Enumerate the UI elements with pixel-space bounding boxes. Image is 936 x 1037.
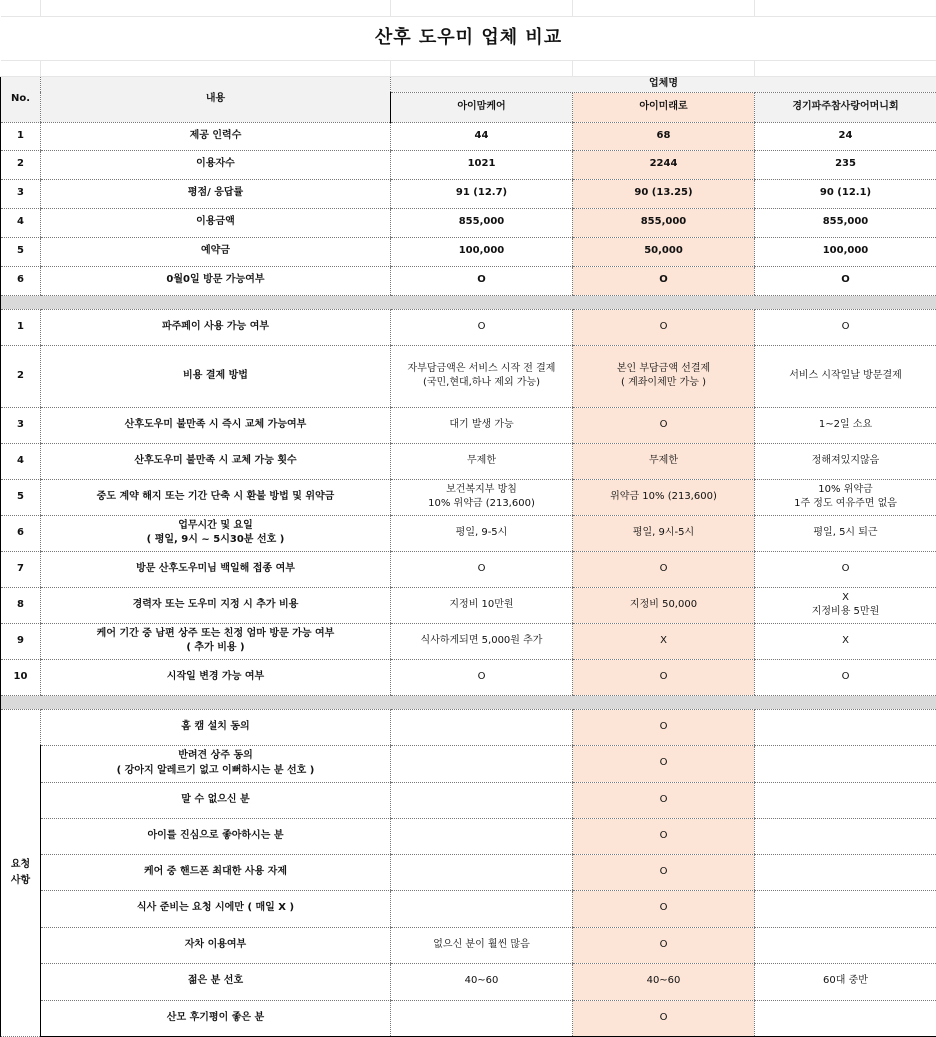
vendor-1-value bbox=[391, 407, 573, 443]
vendor-1-value bbox=[391, 551, 573, 587]
row-no: 5 bbox=[1, 237, 41, 266]
table-row bbox=[1, 515, 936, 551]
vendor-1-value bbox=[391, 1000, 573, 1036]
row-label-line: 산후도우미 불만족 시 즉시 교체 가능여부 bbox=[124, 418, 307, 430]
table-row bbox=[1, 890, 936, 927]
table-row bbox=[1, 623, 936, 659]
row-label: 제공 인력수 bbox=[41, 122, 391, 150]
vendor-2-value bbox=[573, 407, 755, 443]
row-label-line: ( 추가 비용 ) bbox=[186, 642, 245, 653]
vendor-2-value bbox=[573, 551, 755, 587]
vendor-1-value bbox=[391, 623, 573, 659]
vendor-3-value-line: 평일, 5시 퇴근 bbox=[813, 526, 878, 538]
vendor-2-value bbox=[573, 623, 755, 659]
vendor-3-value bbox=[755, 551, 936, 587]
row-label bbox=[41, 745, 391, 782]
row-label bbox=[41, 551, 391, 587]
vendor-3-value: 60대 중반 bbox=[755, 963, 936, 1000]
vendor-2-value-line: 무제한 bbox=[649, 454, 678, 466]
vendor-2-value: 68 bbox=[573, 122, 755, 150]
row-label-line: 아이를 진심으로 좋아하시는 분 bbox=[147, 829, 284, 841]
row-label bbox=[41, 782, 391, 818]
request-section-title-line: 요청 bbox=[10, 858, 31, 870]
row-label: 0월0일 방문 가능여부 bbox=[41, 266, 391, 295]
vendor-2-value-line: 본인 부담금액 선결제 bbox=[616, 362, 711, 374]
row-label-line: 말 수 없으신 분 bbox=[181, 793, 250, 805]
header-vendor-1: 아이맘케어 bbox=[391, 92, 573, 122]
vendor-3-value-line: 서비스 시작일날 방문결제 bbox=[789, 369, 902, 381]
vendor-3-value-line: 1~2일 소요 bbox=[818, 418, 873, 430]
row-label-line: ( 평일, 9시 ~ 5시30분 선호 ) bbox=[146, 534, 285, 545]
vendor-3-value-line: 1주 정도 여유주면 없음 bbox=[794, 498, 897, 509]
row-label bbox=[41, 709, 391, 745]
vendor-3-value bbox=[755, 745, 936, 782]
vendor-1-value-line: 평일, 9-5시 bbox=[455, 526, 508, 538]
row-label-line: 케어 중 핸드폰 최대한 사용 자제 bbox=[144, 865, 287, 877]
vendor-1-value: 44 bbox=[391, 122, 573, 150]
table-row bbox=[1, 122, 936, 150]
vendor-3-value-line: O bbox=[841, 562, 850, 574]
header-content: 내용 bbox=[41, 76, 391, 122]
vendor-3-value: O bbox=[755, 266, 936, 295]
vendor-3-value: 235 bbox=[755, 150, 936, 179]
vendor-3-value: 855,000 bbox=[755, 208, 936, 237]
vendor-2-value: 90 (13.25) bbox=[573, 179, 755, 208]
row-label bbox=[41, 890, 391, 927]
vendor-1-value bbox=[391, 709, 573, 745]
vendor-2-value: O bbox=[573, 266, 755, 295]
vendor-3-value bbox=[755, 1000, 936, 1036]
row-label: 예약금 bbox=[41, 237, 391, 266]
table-row bbox=[1, 443, 936, 479]
row-label-line: 시작일 변경 가능 여부 bbox=[166, 670, 265, 682]
row-no: 3 bbox=[1, 407, 41, 443]
row-label bbox=[41, 345, 391, 407]
row-no: 6 bbox=[1, 515, 41, 551]
row-label bbox=[41, 479, 391, 515]
vendor-2-value-line: 지정비 50,000 bbox=[629, 598, 698, 610]
table-row bbox=[1, 150, 936, 179]
vendor-3-value-line: 10% 위약금 bbox=[818, 483, 873, 495]
vendor-1-value bbox=[391, 443, 573, 479]
section-divider bbox=[1, 695, 936, 709]
vendor-3-value bbox=[755, 854, 936, 890]
row-label-line: 방문 산후도우미님 백일해 접종 여부 bbox=[136, 562, 295, 574]
vendor-3-value-line: X bbox=[842, 591, 849, 603]
row-no: 5 bbox=[1, 479, 41, 515]
vendor-1-value bbox=[391, 890, 573, 927]
vendor-2-value bbox=[573, 659, 755, 695]
vendor-1-value: 40~60 bbox=[391, 963, 573, 1000]
section-divider bbox=[1, 295, 936, 309]
vendor-2-value: 50,000 bbox=[573, 237, 755, 266]
header-vendor-2: 아이미래로 bbox=[573, 92, 755, 122]
table-row bbox=[1, 709, 936, 745]
vendor-1-value-line: 식사하게되면 5,000원 추가 bbox=[420, 634, 543, 646]
vendor-2-value bbox=[573, 587, 755, 623]
vendor-2-value: O bbox=[573, 745, 755, 782]
table-row bbox=[1, 745, 936, 782]
table-row bbox=[1, 407, 936, 443]
vendor-1-value bbox=[391, 659, 573, 695]
row-no: 4 bbox=[1, 443, 41, 479]
vendor-1-value bbox=[391, 345, 573, 407]
vendor-1-value bbox=[391, 818, 573, 854]
row-label-line: 산모 후기평이 좋은 분 bbox=[166, 1011, 265, 1023]
request-section-title-line: 사항 bbox=[10, 874, 31, 886]
table-row bbox=[1, 266, 936, 295]
request-section-title bbox=[1, 709, 41, 1036]
vendor-3-value bbox=[755, 515, 936, 551]
table-row bbox=[1, 782, 936, 818]
row-label bbox=[41, 854, 391, 890]
vendor-1-value bbox=[391, 515, 573, 551]
row-label bbox=[41, 818, 391, 854]
vendor-3-value bbox=[755, 479, 936, 515]
row-label-line: 홈 캠 설치 동의 bbox=[181, 720, 250, 732]
vendor-1-value: 없으신 분이 훨씬 많음 bbox=[391, 927, 573, 963]
table-row bbox=[1, 179, 936, 208]
row-label bbox=[41, 659, 391, 695]
vendor-1-value-line: 지정비 10만원 bbox=[449, 598, 514, 610]
header-vendor-3: 경기파주참사랑어머니회 bbox=[755, 92, 936, 122]
vendor-3-value: 90 (12.1) bbox=[755, 179, 936, 208]
vendor-1-value bbox=[391, 309, 573, 345]
row-no: 4 bbox=[1, 208, 41, 237]
row-label bbox=[41, 443, 391, 479]
vendor-3-value bbox=[755, 407, 936, 443]
row-label bbox=[41, 587, 391, 623]
vendor-2-value: O bbox=[573, 890, 755, 927]
row-label bbox=[41, 407, 391, 443]
row-no: 2 bbox=[1, 150, 41, 179]
vendor-2-value bbox=[573, 479, 755, 515]
vendor-2-value-line: O bbox=[659, 418, 668, 430]
row-label: 평점/ 응답률 bbox=[41, 179, 391, 208]
row-label-line: 업무시간 및 요일 bbox=[178, 519, 253, 531]
vendor-2-value bbox=[573, 515, 755, 551]
row-no: 6 bbox=[1, 266, 41, 295]
row-no: 2 bbox=[1, 345, 41, 407]
vendor-1-value: O bbox=[391, 266, 573, 295]
vendor-3-value bbox=[755, 709, 936, 745]
vendor-1-value-line: O bbox=[477, 562, 486, 574]
vendor-2-value-line: X bbox=[660, 634, 667, 646]
vendor-3-value: 100,000 bbox=[755, 237, 936, 266]
vendor-3-value: 24 bbox=[755, 122, 936, 150]
row-no: 1 bbox=[1, 309, 41, 345]
vendor-1-value bbox=[391, 782, 573, 818]
vendor-2-value: 40~60 bbox=[573, 963, 755, 1000]
row-label: 이용금액 bbox=[41, 208, 391, 237]
vendor-1-value bbox=[391, 479, 573, 515]
table-row bbox=[1, 963, 936, 1000]
vendor-3-value-line: 지정비용 5만원 bbox=[811, 606, 880, 617]
table-row bbox=[1, 479, 936, 515]
vendor-3-value bbox=[755, 659, 936, 695]
vendor-2-value: 2244 bbox=[573, 150, 755, 179]
vendor-2-value: 855,000 bbox=[573, 208, 755, 237]
row-label bbox=[41, 927, 391, 963]
vendor-2-value: O bbox=[573, 854, 755, 890]
header-no: No. bbox=[1, 76, 41, 122]
vendor-2-value: O bbox=[573, 709, 755, 745]
row-label-line: 경력자 또는 도우미 지정 시 추가 비용 bbox=[132, 598, 299, 610]
table-row bbox=[1, 818, 936, 854]
row-label-line: 자차 이용여부 bbox=[184, 938, 247, 950]
vendor-3-value bbox=[755, 587, 936, 623]
vendor-2-value-line: ( 계좌이체만 가능 ) bbox=[621, 377, 706, 388]
row-no: 8 bbox=[1, 587, 41, 623]
row-label-line: 식사 준비는 요청 시에만 ( 매일 X ) bbox=[136, 902, 295, 914]
vendor-2-value: O bbox=[573, 818, 755, 854]
vendor-1-value-line: (국민,현대,하나 제외 가능) bbox=[422, 377, 541, 388]
row-label-line: 산후도우미 불만족 시 교체 가능 횟수 bbox=[134, 454, 297, 466]
row-label-line: 파주페이 사용 가능 여부 bbox=[161, 320, 270, 332]
vendor-1-value bbox=[391, 587, 573, 623]
vendor-2-value bbox=[573, 443, 755, 479]
vendor-1-value-line: 보건복지부 방침 bbox=[446, 483, 517, 495]
row-label bbox=[41, 1000, 391, 1036]
vendor-1-value-line: 10% 위약금 (213,600) bbox=[428, 498, 535, 509]
vendor-3-value bbox=[755, 309, 936, 345]
vendor-2-value: O bbox=[573, 782, 755, 818]
vendor-3-value bbox=[755, 443, 936, 479]
vendor-3-value bbox=[755, 818, 936, 854]
vendor-3-value-line: O bbox=[841, 670, 850, 682]
vendor-1-value-line: 대기 발생 가능 bbox=[449, 418, 514, 430]
table-row bbox=[1, 927, 936, 963]
vendor-2-value-line: O bbox=[659, 562, 668, 574]
table-row bbox=[1, 345, 936, 407]
vendor-1-value bbox=[391, 854, 573, 890]
table-row bbox=[1, 309, 936, 345]
vendor-2-value: O bbox=[573, 927, 755, 963]
vendor-3-value bbox=[755, 345, 936, 407]
vendor-2-value-line: 평일, 9시-5시 bbox=[632, 526, 695, 538]
vendor-3-value bbox=[755, 782, 936, 818]
row-label-line: 케어 기간 중 남편 상주 또는 친정 엄마 방문 가능 여부 bbox=[96, 627, 335, 639]
row-label bbox=[41, 623, 391, 659]
page-title: 산후 도우미 업체 비교 bbox=[1, 16, 936, 60]
vendor-1-value-line: 무제한 bbox=[467, 454, 496, 466]
row-label-line: 젊은 분 선호 bbox=[187, 975, 244, 987]
table-row bbox=[1, 854, 936, 890]
row-no: 3 bbox=[1, 179, 41, 208]
row-label-line: 비용 결제 방법 bbox=[183, 369, 248, 381]
row-label-line: ( 강아지 알레르기 없고 이뻐하시는 분 선호 ) bbox=[116, 764, 315, 776]
row-label: 이용자수 bbox=[41, 150, 391, 179]
row-no: 1 bbox=[1, 122, 41, 150]
vendor-1-value: 855,000 bbox=[391, 208, 573, 237]
row-label-line: 중도 계약 해지 또는 기간 단축 시 환불 방법 및 위약금 bbox=[96, 490, 335, 502]
table-row bbox=[1, 1000, 936, 1036]
vendor-3-value-line: O bbox=[841, 320, 850, 332]
row-no: 7 bbox=[1, 551, 41, 587]
vendor-2-value-line: 위약금 10% (213,600) bbox=[610, 490, 717, 502]
row-label bbox=[41, 963, 391, 1000]
vendor-1-value-line: O bbox=[477, 320, 486, 332]
table-row bbox=[1, 237, 936, 266]
vendor-2-value-line: O bbox=[659, 320, 668, 332]
vendor-2-value bbox=[573, 309, 755, 345]
vendor-1-value-line: O bbox=[477, 670, 486, 682]
vendor-2-value bbox=[573, 345, 755, 407]
vendor-1-value: 91 (12.7) bbox=[391, 179, 573, 208]
row-label-line: 반려견 상주 동의 bbox=[178, 750, 253, 761]
row-label bbox=[41, 515, 391, 551]
vendor-1-value: 100,000 bbox=[391, 237, 573, 266]
row-label bbox=[41, 309, 391, 345]
vendor-3-value bbox=[755, 927, 936, 963]
vendor-3-value-line: 정해져있지않음 bbox=[811, 454, 880, 466]
vendor-2-value-line: O bbox=[659, 670, 668, 682]
table-row bbox=[1, 551, 936, 587]
table-row bbox=[1, 208, 936, 237]
vendor-1-value: 1021 bbox=[391, 150, 573, 179]
table-row bbox=[1, 659, 936, 695]
vendor-3-value-line: X bbox=[842, 634, 849, 646]
vendor-1-value bbox=[391, 745, 573, 782]
table-row bbox=[1, 587, 936, 623]
vendor-1-value-line: 자부담금액은 서비스 시작 전 결제 bbox=[407, 362, 556, 374]
vendor-3-value bbox=[755, 623, 936, 659]
row-no: 10 bbox=[1, 659, 41, 695]
vendor-3-value bbox=[755, 890, 936, 927]
row-no: 9 bbox=[1, 623, 41, 659]
header-vendor-group: 업체명 bbox=[391, 76, 936, 92]
vendor-2-value: O bbox=[573, 1000, 755, 1036]
